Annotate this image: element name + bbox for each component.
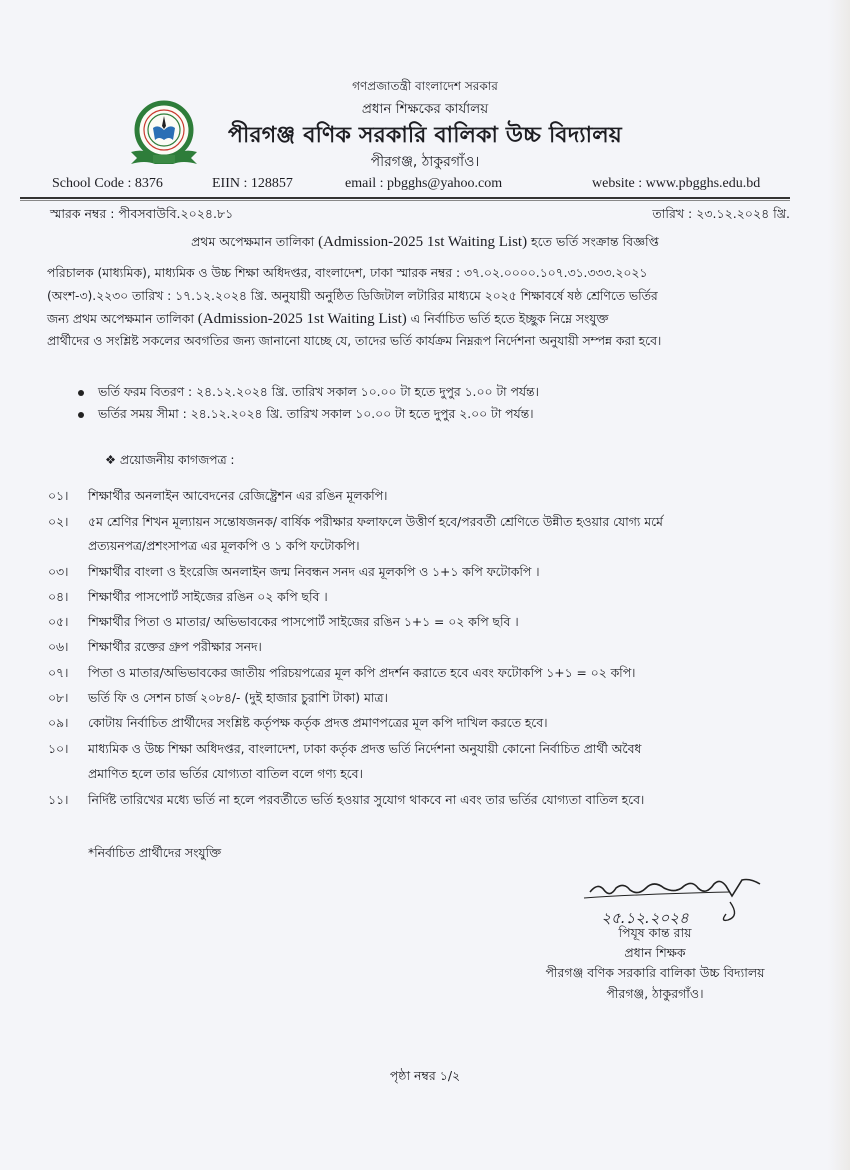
office-name: প্রধান শিক্ষকের কার্যালয় xyxy=(361,101,489,117)
header-divider xyxy=(20,197,790,199)
body-line: (অংশ-৩).২২৩০ তারিখ : ১৭.১২.২০২৪ খ্রি. অনুযায়ী অনুষ্ঠিত ডিজিটাল লটারির মাধ্যমে ২০২৫ শিক্ষাবর্ষে ষষ্ঠ শ্রেণিতে ভর্তির xyxy=(47,288,658,303)
school-name: পীরগঞ্জ বণিক সরকারি বালিকা উচ্চ বিদ্যালয় xyxy=(228,123,622,148)
document-item xyxy=(48,639,262,659)
signatory-location: পীরগঞ্জ, ঠাকুরগাঁও। xyxy=(606,986,704,1001)
item-number: ০৯। xyxy=(48,716,69,730)
website[interactable]: website : www.pbgghs.edu.bd xyxy=(592,176,761,191)
document-item xyxy=(48,665,635,685)
item-text: শিক্ষার্থীর পাসপোর্ট সাইজের রঙিন ০২ কপি ছবি । xyxy=(88,590,328,604)
schedule-text: ভর্তি ফরম বিতরণ : ২৪.১২.২০২৪ খ্রি. তারিখ সকাল ১০.০০ টা হতে দুপুর ১.০০ টা পর্যন্ত। xyxy=(98,385,539,399)
item-number: ১১। xyxy=(48,793,69,807)
item-number: ০৮। xyxy=(48,691,69,705)
memo-date: তারিখ : ২৩.১২.২০২৪ খ্রি. xyxy=(652,206,790,221)
item-text: ভর্তি ফি ও সেশন চার্জ ২০৮৪/- (দুই হাজার চুরাশি টাকা) মাত্র। xyxy=(88,691,388,705)
eiin: EIIN : 128857 xyxy=(212,176,293,191)
body-line-text: এ নির্বাচিত ভর্তি হতে ইচ্ছুক নিম্নে সংযুক্ত xyxy=(406,311,609,326)
body-line xyxy=(47,308,812,331)
header-divider-thin xyxy=(20,200,790,201)
school-code: School Code : 8376 xyxy=(52,176,163,191)
document-item xyxy=(48,792,644,812)
signatory-name: পিযূষ কান্ত রায় xyxy=(618,925,692,940)
item-number: ০১। xyxy=(48,489,69,503)
item-number: ০৭। xyxy=(48,666,69,680)
document-item xyxy=(48,715,547,735)
attachment-note: *নির্বাচিত প্রার্থীদের সংযুক্তি xyxy=(88,846,221,860)
page-number: পৃষ্ঠা নম্বর ১/২ xyxy=(389,1068,461,1083)
document-item xyxy=(48,741,641,761)
subject-post: হতে ভর্তি সংক্রান্ত বিজ্ঞপ্তি xyxy=(527,234,659,249)
item-text: শিক্ষার্থীর বাংলা ও ইংরেজি অনলাইন জন্ম নিবন্ধন সনদ এর মূলকপি ও ১+১ কপি ফটোকপি । xyxy=(88,565,540,579)
item-number: ০৬। xyxy=(48,640,69,654)
document-item xyxy=(48,564,540,584)
document-item xyxy=(48,589,328,609)
scan-edge xyxy=(828,0,850,1170)
item-text: মাধ্যমিক ও উচ্চ শিক্ষা অধিদপ্তর, বাংলাদেশ, ঢাকা কর্তৃক প্রদত্ত ভর্তি নির্দেশনা অনুযায়ী কোনো নির্বাচিত প্রার্থী অবৈধ xyxy=(88,742,642,756)
memo-number: স্মারক নম্বর : পীবসবাউবি.২০২৪.৮১ xyxy=(50,206,234,221)
item-number: ০৫। xyxy=(48,615,69,629)
document-item xyxy=(48,488,387,508)
subject-en: (Admission-2025 1st Waiting List) xyxy=(318,234,528,250)
item-text: ৫ম শ্রেণির শিখন মূল্যায়ন সন্তোষজনক/ বার্ষিক পরীক্ষার ফলাফলে উত্তীর্ণ হবে/পরবর্তী শ্রেণিতে উন্নীত হওয়ার যোগ্য মর্মে xyxy=(88,515,663,529)
item-text: নির্দিষ্ট তারিখের মধ্যে ভর্তি না হলে পরবর্তীতে ভর্তি হওয়ার সুযোগ থাকবে না এবং তার ভর্তির যোগ্যতা বাতিল হবে। xyxy=(88,793,645,807)
schedule-item xyxy=(78,406,533,426)
schedule-item xyxy=(78,384,539,404)
document-item xyxy=(48,614,519,634)
document-item-continuation: প্রত্যয়নপত্র/প্রশংসাপত্র এর মূলকপি ও ১ কপি ফটোকপি। xyxy=(88,539,360,553)
notice-subject xyxy=(0,234,850,254)
government-name: গণপ্রজাতন্ত্রী বাংলাদেশ সরকার xyxy=(352,79,498,93)
documents-heading: ❖ প্রয়োজনীয় কাগজপত্র : xyxy=(105,453,235,467)
body-line-text: জন্য প্রথম অপেক্ষমান তালিকা xyxy=(47,311,198,326)
notice-body xyxy=(47,262,812,353)
document-item xyxy=(48,514,663,534)
item-text: শিক্ষার্থীর রক্তের গ্রুপ পরীক্ষার সনদ। xyxy=(88,640,262,654)
school-location: পীরগঞ্জ, ঠাকুরগাঁও। xyxy=(370,154,480,170)
bullet-icon xyxy=(78,390,84,396)
item-text: পিতা ও মাতার/অভিভাবকের জাতীয় পরিচয়পত্রের মূল কপি প্রদর্শন করাতে হবে এবং ফটোকপি ১+১ = ০২ কপি। xyxy=(88,666,636,680)
subject-pre: প্রথম অপেক্ষমান তালিকা xyxy=(191,234,319,249)
item-number: ০৪। xyxy=(48,590,69,604)
item-text: শিক্ষার্থীর অনলাইন আবেদনের রেজিষ্ট্রেশন এর রঙিন মূলকপি। xyxy=(88,489,388,503)
body-line: প্রার্থীদের ও সংশ্লিষ্ট সকলের অবগতির জন্য জানানো যাচ্ছে যে, তাদের ভর্তি কার্যক্রম নিম্নরূপ নির্দেশনা অনুযায়ী সম্পন্ন করা হবে। xyxy=(47,334,662,349)
document-item-continuation: প্রমাণিত হলে তার ভর্তির যোগ্যতা বাতিল বলে গণ্য হবে। xyxy=(88,767,363,781)
document-item xyxy=(48,690,388,710)
signature-date: ২৫.১২.২০২৪ xyxy=(601,909,689,927)
item-number: ০৩। xyxy=(48,565,69,579)
item-number: ১০। xyxy=(48,742,69,756)
email[interactable]: email : pbgghs@yahoo.com xyxy=(345,176,503,191)
signatory-school: পীরগঞ্জ বণিক সরকারি বালিকা উচ্চ বিদ্যালয় xyxy=(545,965,765,980)
body-line: পরিচালক (মাধ্যমিক), মাধ্যমিক ও উচ্চ শিক্ষা অধিদপ্তর, বাংলাদেশ, ঢাকা স্মারক নম্বর : ৩৭.০২.০০০০.১০৭.৩১.৩৩৩.২০২১ xyxy=(47,266,648,280)
body-line-en: (Admission-2025 1st Waiting List) xyxy=(197,310,407,327)
signatory-designation: প্রধান শিক্ষক xyxy=(624,945,686,960)
bullet-icon xyxy=(78,412,84,418)
item-number: ০২। xyxy=(48,515,69,529)
schedule-text: ভর্তির সময় সীমা : ২৪.১২.২০২৪ খ্রি. তারিখ সকাল ১০.০০ টা হতে দুপুর ২.০০ টা পর্যন্ত। xyxy=(98,407,534,421)
item-text: কোটায় নির্বাচিত প্রার্থীদের সংশ্লিষ্ট কর্তৃপক্ষ কর্তৃক প্রদত্ত প্রমাণপত্রের মূল কপি দাখিল করতে হবে। xyxy=(88,716,548,730)
item-text: শিক্ষার্থীর পিতা ও মাতার/ অভিভাবকের পাসপোর্ট সাইজের রঙিন ১+১ = ০২ কপি ছবি । xyxy=(88,615,519,629)
